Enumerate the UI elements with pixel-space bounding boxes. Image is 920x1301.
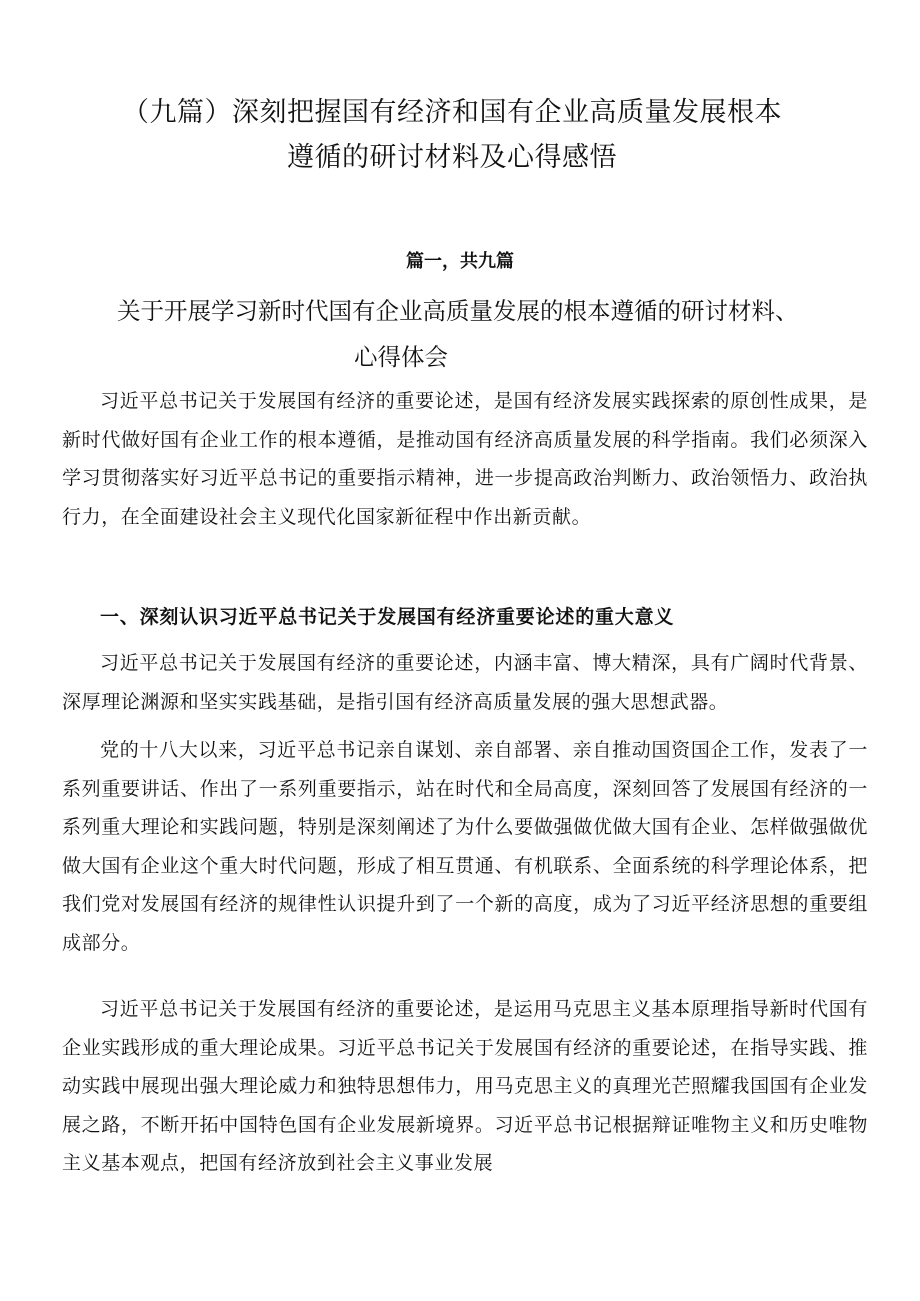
document-title-line2: 遵循的研讨材料及心得感悟 bbox=[287, 142, 617, 173]
paragraph-4: 习近平总书记关于发展国有经济的重要论述，是运用马克思主义基本原理指导新时代国有企业实践形成的重大理论成果。习近平总书记关于发展国有经济的重要论述，在指导实践、推动实践中展现出强大理论威力和独特思想伟力，用马克思主义的真理光芒照耀我国国有企业发展之路，不断开拓中国特色国有企业发展新境界。习近平总书记根据辩证唯物主义和历史唯物主义基本观点，把国有经济放到社会主义事业发展 bbox=[62, 998, 868, 1174]
subtitle-line2: 心得体会 bbox=[354, 343, 448, 371]
document-title-line1: （九篇）深刻把握国有经济和国有企业高质量发展根本 bbox=[122, 97, 782, 128]
section-label: 篇一，共九篇 bbox=[406, 251, 514, 272]
paragraph-1: 习近平总书记关于发展国有经济的重要论述，是国有经济发展实践探索的原创性成果，是新时代做好国有企业工作的根本遵循，是推动国有经济高质量发展的科学指南。我们必须深入学习贯彻落实好习近平总书记的重要指示精神，进一步提高政治判断力、政治领悟力、政治执行力，在全面建设社会主义现代化国家新征程中作出新贡献。 bbox=[62, 390, 868, 528]
paragraph-3: 党的十八大以来，习近平总书记亲自谋划、亲自部署、亲自推动国资国企工作，发表了一系列重要讲话、作出了一系列重要指示，站在时代和全局高度，深刻回答了发展国有经济的一系列重大理论和实践问题，特别是深刻阐述了为什么要做强做优做大国有企业、怎样做强做优做大国有企业这个重大时代问题，形成了相互贯通、有机联系、全面系统的科学理论体系，把我们党对发展国有经济的规律性认识提升到了一个新的高度，成为了习近平经济思想的重要组成部分。 bbox=[62, 739, 868, 954]
section-heading-1: 一、深刻认识习近平总书记关于发展国有经济重要论述的重大意义 bbox=[100, 606, 675, 628]
subtitle-line1: 关于开展学习新时代国有企业高质量发展的根本遵循的研讨材料、 bbox=[117, 297, 799, 325]
paragraph-2: 习近平总书记关于发展国有经济的重要论述，内涵丰富、博大精深，具有广阔时代背景、深厚理论渊源和坚实实践基础，是指引国有经济高质量发展的强大思想武器。 bbox=[62, 652, 868, 713]
